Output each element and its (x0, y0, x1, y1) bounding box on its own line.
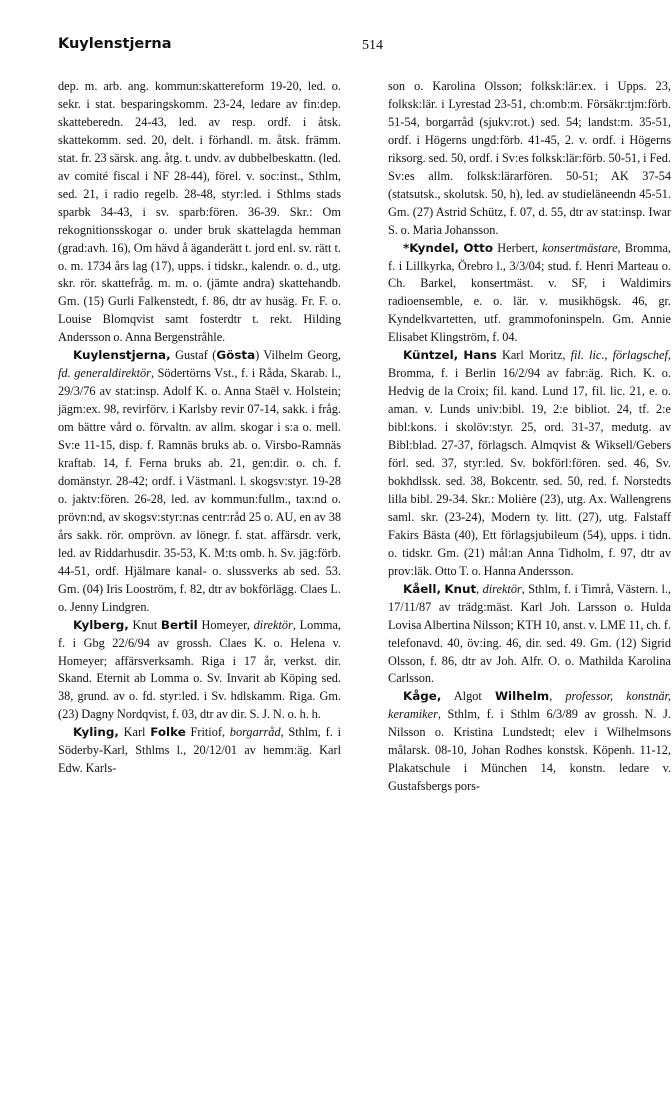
biography-entry: Kyling, Karl Folke Fritiof, borgarråd, Sthlm, f. i Söderby-Karl, Sthlms l., 20/12/01 av hemm:äg. Karl Edw. Karls- (58, 725, 341, 776)
entry-given-name: Gösta (216, 348, 256, 363)
biography-entry: Kylberg, Knut Bertil Homeyer, direktör, Lomma, f. i Gbg 22/6/94 av grossh. Claes K. o. Helena v. Homeyer; affärsverksamh. Riga i 17 år, verkst. dir. Skand. Eternit ab Lomma o. Sv. Invarit ab Köping sed. 38, grund. av o. fd. styr:led. i Sv. hdlskamm. Riga. Gm. (23) Dagny Nordqvist, f. 03, dtr av dir. S. J. N. o. h. h. (58, 617, 341, 722)
entry-surname: Kåell, (403, 581, 441, 596)
entry-continuation: dep. m. arb. ang. kommun:skattereform 19-20, led. o. sekr. i stat. besparingskomm. 23-24, ledare av fin:dep. skatteberedn. 24-43, led. av resp. ordf. i åtsk. skattekomm. sed. 20, delt. i förhandl. m. åtsk. främm. stat. fr. 23 särsk. ang. åtg. t. undv. av dubbelbeskattn. (led. av comité fiscal i NF 28-44), förel. v. soc:inst., Sthlm, sed. 21, i radio regelb. 28-48, styr:led. i Sthlms stads sparbk 34-43, i sv. sparb:fören. 36-39. Skr.: Om rekognitionsskogar o. under bruk skattelagda hemman (grad:avh. 16), Om hävd å äganderätt t. jord enl. sv. rätt t. o. m. 1734 års lag (17), upps. i tidskr., kalendr. o. d., utg. skr. rör. skattefråg. m. m. o. (jämte andra) skattehandb. Gm. (15) Gurli Falkenstedt, f. 86, dtr av husäg. Fr. F. o. Louise Blomqvist samt fosterdtr t. rekt. Hilding Andersson o. Anna Bergenstråhle. (58, 79, 341, 345)
entry-continuation: son o. Karolina Olsson; folksk:lär:ex. i Upps. 23, folksk:lär. i Lyrestad 23-51, ch:omb:m. Försäkr:tjm:förb. 51-54, borgarråd (sjukv:rot.) sed. 54; landst:m. 35-51, ordf. i Högerns ungd:förb. 41-45, 2. v. ordf. i Högerns riksorg. sed. 50, ordf. i Sv:es folksk:lär:förb. 50-51, i Fed. Sv:es allm. folksk:lärarfören. 50-51; AK 37-54 (statsutsk., skolutsk. 50, h), led. av studieläneendn 45-51. Gm. (27) Astrid Schütz, f. 07, d. 55, dtr av stat:insp. Iwar S. o. Maria Johansson. (388, 79, 671, 237)
entry-title: direktör (482, 581, 522, 596)
entry-title: direktör (253, 617, 293, 632)
entry-title: professor, konstnär, keramiker (388, 689, 671, 722)
entry-surname: Kuylenstjerna, (73, 348, 171, 363)
entry-given-name: Wilhelm (494, 689, 550, 704)
biography-entry: Küntzel, Hans Karl Moritz, fil. lic., förlagschef, Bromma, f. i Berlin 16/2/94 av fabr:äg. Rich. K. o. Hedvig de la Croix; fil. kand. Lund 17, fil. lic. 21, e. o. aman. v. Lunds univ:bibl. 19, 2:e bibliot. 24, tf. 2:e bibl:kons. i skolöv:styr. 25, ord. 31-37, medutg. av Bibl:blad. 27-37, förlagsch. Almqvist & Wiksell/Gebers förl. sed. 37, styr:led. Sv. bokförl:fören. sed. 46, Sv. bokhdlssk. sed. 38, Bokcentr. sed. 50, red. f. Norstedts lilla bibl. 29-34. Skr.: Molière (23), utg. Ax. Wallengrens saml. skr. (23-24), Modern ty. litt. (27), utg. Falstaff Fakirs Bästa (40), Ett förlagsjubileum (54), upps. i tidn. o. tidskr. Gm. (21) mål:an Anna Tidholm, f. 97, dtr av prov:läk. Otto T. o. Hanna Andersson. (388, 348, 671, 578)
left-column (58, 78, 341, 778)
entry-body: , Södertörns Vst., f. i Råda, Skarab. l., 29/3/76 av stat:insp. Adolf K. o. Anna Staël v. Holstein; jägm:ex. 98, revirförv. i Karlsby revir 07-14, sakk. i fråg. om bättre vård o. förvaltn. av allm. skogar i s:a o. mell. Sv:e 11-15, disp. f. Ramnäs bruks ab. o. Virsbo-Ramnäs kraftab. 14, f. Ferna bruks ab. 21, gen:dir. o. ch. f. domänstyr. 28-42; ordf. i Västmanl. l. skogsv:styr. 19-28 o. jaktv:fören. 26-28, led. av kommun:fullm., tax:nd o. prövn:nd, av skogsv:styr:nas centr:råd 25 o. AU, en av 38 års sakk. rör. omprövn. av lönegr. f. stat. affärsdr. verk, led. av Riddarhusdir. 35-53, K. M:ts omb. h. Sv. jäg:förb. 44-51, ordf. Hjälmare kanal- o. slussverks ab sed. 53. Gm. (04) Iris Looström, f. 82, dtr av bokförlägg. Claes L. o. Jenny Lindgren. (58, 366, 341, 614)
biography-entry: Kåell, Knut, direktör, Sthlm, f. i Timrå, Västern. l., 17/11/87 av trädg:mäst. Karl Joh. Larsson o. Hulda Lovisa Albertina Nilsson; KTH 10, anst. v. LME 11, ch. f. telefonavd. 40, öv:ing. 46, dir. sed. 49. Gm. (12) Sigrid Olsson, f. 86, dtr av Joh. Alfr. O. o. Mathilda Karolina Carlsson. (388, 581, 672, 686)
entry-title: fil. lic., förlagschef (570, 348, 668, 363)
entry-title: fd. generaldirektör (58, 366, 151, 381)
entry-title: borgarråd (229, 725, 281, 740)
entry-body: , Sthlm, f. i Sthlm 6/3/89 av grossh. N. J. Nilsson o. Kristina Lundstedt; elev i Wilhelmsons målarsk. 08-10, Johan Rodhes konstsk. Köpenh. 11-12, Plakatschule i München 14, konstn. ledare v. Gustafsbergs pors- (388, 707, 671, 794)
entry-surname: Küntzel, (403, 348, 459, 363)
biography-entry: *Kyndel, Otto Herbert, konsertmästare, Bromma, f. i Lillkyrka, Örebro l., 3/3/04; stud. f. Henri Marteau o. Ch. Barkel, konsertmäst. v. SF, i Waldimirs radioensemble, e. o. lär. v. musikhögsk. 46, gr. Kyndelkvartetten, utf. grammofoninspeln. Gm. Annie Elisabet Klingström, f. 04. (388, 240, 671, 345)
entry-body: , Bromma, f. i Berlin 16/2/94 av fabr:äg. Rich. K. o. Hedvig de la Croix; fil. kand. Lund 17, fil. lic. 21, e. o. aman. v. Lunds univ:bibl. 19, 2:e bibliot. 24, tf. 2:e bibl:kons. i skolöv:styr. 25, ord. 31-37, medutg. av Bibl:blad. 27-37, förlagsch. Almqvist & Wiksell/Gebers förl. sed. 37, styr:led. Sv. bokförl:fören. sed. 46, Sv. bokhdlssk. sed. 38, Bokcentr. sed. 50, red. f. Norstedts lilla bibl. 29-34. Skr.: Molière (23), utg. Ax. Wallengrens saml. skr. (23-24), Modern ty. litt. (27), utg. Falstaff Fakirs Bästa (40), Ett förlagsjubileum (54), upps. i tidn. o. tidskr. Gm. (21) mål:an Anna Tidholm, f. 97, dtr av prov:läk. Otto T. o. Hanna Andersson. (388, 348, 671, 578)
entry-surname: Kylberg, (73, 617, 129, 632)
biography-entry: Kuylenstjerna, Gustaf (Gösta) Vilhelm Georg, fd. generaldirektör, Södertörns Vst., f. i Råda, Skarab. l., 29/3/76 av stat:insp. Adolf K. o. Anna Staël v. Holstein; jägm:ex. 98, revirförv. i Karlsby revir 07-14, sakk. i fråg. om bättre vård o. förvaltn. av allm. skogar i s:a o. mell. Sv:e 11-15, disp. f. Ramnäs bruks ab. o. Virsbo-Ramnäs kraftab. 14, f. Ferna bruks ab. 21, gen:dir. o. ch. f. domänstyr. 28-42; ordf. i Västmanl. l. skogsv:styr. 19-28 o. jaktv:fören. 26-28, led. av kommun:fullm., tax:nd o. prövn:nd, av skogsv:styr:nas centr:råd 25 o. AU, en av 38 års sakk. rör. omprövn. av lönegr. f. stat. affärsdr. verk, led. av Riddarhusdir. 35-53, K. M:ts omb. h. Sv. jäg:förb. 44-51, ordf. Hjälmare kanal- o. slussverks ab sed. 53. Gm. (04) Iris Looström, f. 82, dtr av bokförlägg. Claes L. o. Jenny Lindgren. (58, 348, 342, 614)
entry-given-name: Otto (463, 240, 493, 255)
entry-surname: Kyling, (73, 725, 119, 740)
page-number: 514 (362, 38, 383, 53)
running-head: Kuylenstjerna (58, 36, 172, 52)
biography-entry: Kåge, Algot Wilhelm, professor, konstnär, keramiker, Sthlm, f. i Sthlm 6/3/89 av grossh. N. J. Nilsson o. Kristina Lundstedt; elev i Wilhelmsons målarsk. 08-10, Johan Rodhes konstsk. Köpenh. 11-12, Plakatschule i München 14, konstn. ledare v. Gustafsbergs pors- (388, 689, 671, 794)
entry-given-name: Hans (463, 348, 497, 363)
entry-given-name: Bertil (160, 617, 198, 632)
entry-surname: Kåge, (403, 689, 442, 704)
entry-given-name: Knut (444, 581, 477, 596)
entry-body: , Bromma, f. i Lillkyrka, Örebro l., 3/3/04; stud. f. Henri Marteau o. Ch. Barkel, konsertmäst. v. SF, i Waldimirs radioensemble, e. o. lär. v. musikhögsk. 46, gr. Kyndelkvartetten, utf. grammofoninspeln. Gm. Annie Elisabet Klingström, f. 04. (388, 240, 671, 345)
entry-title: konsertmästare (542, 240, 618, 255)
entry-body: , Sthlm, f. i Söderby-Karl, Sthlms l., 20/12/01 av hemm:äg. Karl Edw. Karls- (58, 725, 341, 776)
entry-body: , Lomma, f. i Gbg 22/6/94 av grossh. Claes K. o. Helena v. Homeyer; affärsverksamh. Riga i 17 år, verkst. dir. Skand. Eternit ab Lomma o. Sv. Invarit ab Köping sed. 38, grund. av o. fd. styr:led. i Sv. hdlskamm. Riga. Gm. (23) Dagny Nordqvist, f. 03, dtr av dir. S. J. N. o. h. h. (58, 617, 341, 722)
entry-surname: *Kyndel, (403, 240, 460, 255)
entry-body: , Sthlm, f. i Timrå, Västern. l., 17/11/87 av trädg:mäst. Karl Joh. Larsson o. Hulda Lovisa Albertina Nilsson; KTH 10, anst. v. LME 11, ch. f. telefonavd. 40, öv:ing. 46, dir. sed. 49. Gm. (12) Sigrid Olsson, f. 86, dtr av Joh. Alfr. O. o. Mathilda Karolina Carlsson. (388, 581, 672, 686)
right-column (388, 78, 671, 796)
entry-given-name: Folke (150, 725, 186, 740)
page-header (0, 36, 672, 60)
